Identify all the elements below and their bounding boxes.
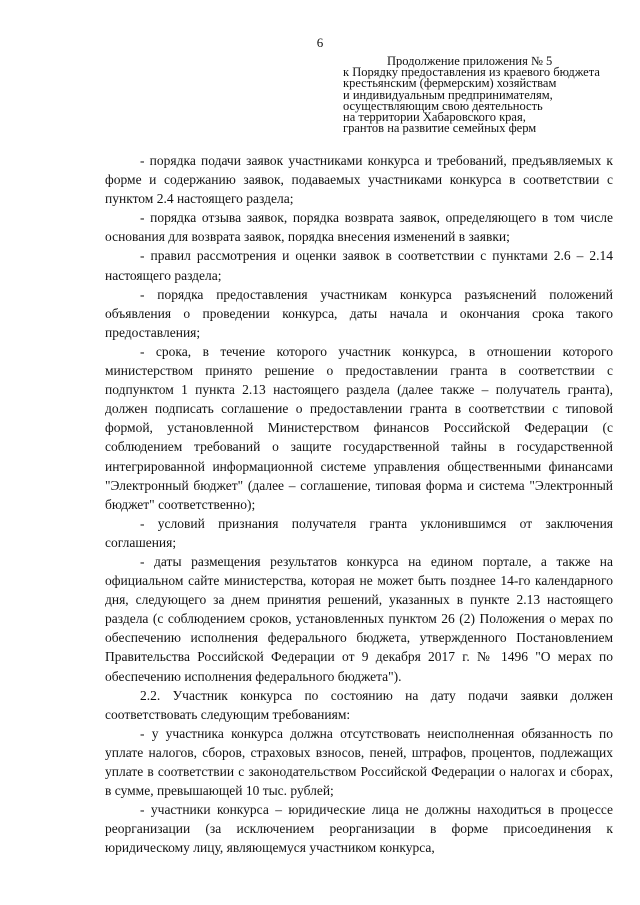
paragraph: - порядка отзыва заявок, порядка возврата заявок, определяющего в том числе основания для возврата заявок, порядка внесения изменений в заявки; <box>105 210 613 245</box>
appendix-header <box>343 56 633 134</box>
document-body <box>105 151 613 857</box>
appendix-line: и индивидуальным предпринимателям, <box>343 87 553 102</box>
paragraph: - срока, в течение которого участник конкурса, в отношении которого министерством принято решение о предоставлении гранта в соответствии с подпунктом 1 пункта 2.13 настоящего раздела (далее также – получатель гранта), должен подписать соглашение о предоставлении гранта в соответствии с типовой формой, установленной Министерством финансов Российской Федерации (с соблюдением требований о защите государственной тайны в государственной интегрированной информационной системе управления общественными финансами "Электронный бюджет" (далее – соглашение, типовая форма и система "Электронный бюджет" соответственно); <box>105 343 613 512</box>
paragraph: - условий признания получателя гранта уклонившимся от заключения соглашения; <box>105 515 613 550</box>
appendix-line: крестьянским (фермерским) хозяйствам <box>343 76 557 91</box>
appendix-line: осуществляющим свою деятельность <box>343 98 543 113</box>
paragraph: 2.2. Участник конкурса по состоянию на дату подачи заявки должен соответствовать следующим требованиям: <box>105 687 613 722</box>
page-number: 6 <box>316 35 324 50</box>
appendix-line: грантов на развитие семейных ферм <box>343 121 537 136</box>
appendix-line: на территории Хабаровского края, <box>343 110 526 125</box>
paragraph: - порядка подачи заявок участниками конкурса и требований, предъявляемых к форме и содержанию заявок, подаваемых участниками конкурса в соответствии с пунктом 2.4 настоящего раздела; <box>105 153 613 207</box>
paragraph: - порядка предоставления участникам конкурса разъяснений положений объявления о проведении конкурса, даты начала и окончания срока такого предоставления; <box>105 286 613 340</box>
paragraph: - участники конкурса – юридические лица не должны находиться в процессе реорганизации (за исключением реорганизации в форме присоединения к юридическому лицу, являющемуся участником конкурса, <box>105 802 613 856</box>
appendix-line: к Порядку предоставления из краевого бюджета <box>343 65 600 80</box>
appendix-title: Продолжение приложения № 5 <box>387 54 553 68</box>
paragraph: - правил рассмотрения и оценки заявок в соответствии с пунктами 2.6 – 2.14 настоящего раздела; <box>105 248 613 283</box>
paragraph: - даты размещения результатов конкурса на едином портале, а также на официальном сайте министерства, которая не может быть позднее 14-го календарного дня, следующего за днем принятия решений, указанных в пункте 2.13 настоящего раздела (с соблюдением сроков, установленных пунктом 26 (2) Положения о мерах по обеспечению исполнения федерального бюджета, утвержденного Постановлением Правительства Российской Федерации от 9 декабря 2017 г. № 1496 "О мерах по обеспечению исполнения федерального бюджета"). <box>105 553 613 684</box>
paragraph: - у участника конкурса должна отсутствовать неисполненная обязанность по уплате налогов, сборов, страховых взносов, пеней, штрафов, процентов, подлежащих уплате в соответствии с законодательством Российской Федерации о налогах и сборах, в сумме, превышающей 10 тыс. рублей; <box>105 725 613 799</box>
